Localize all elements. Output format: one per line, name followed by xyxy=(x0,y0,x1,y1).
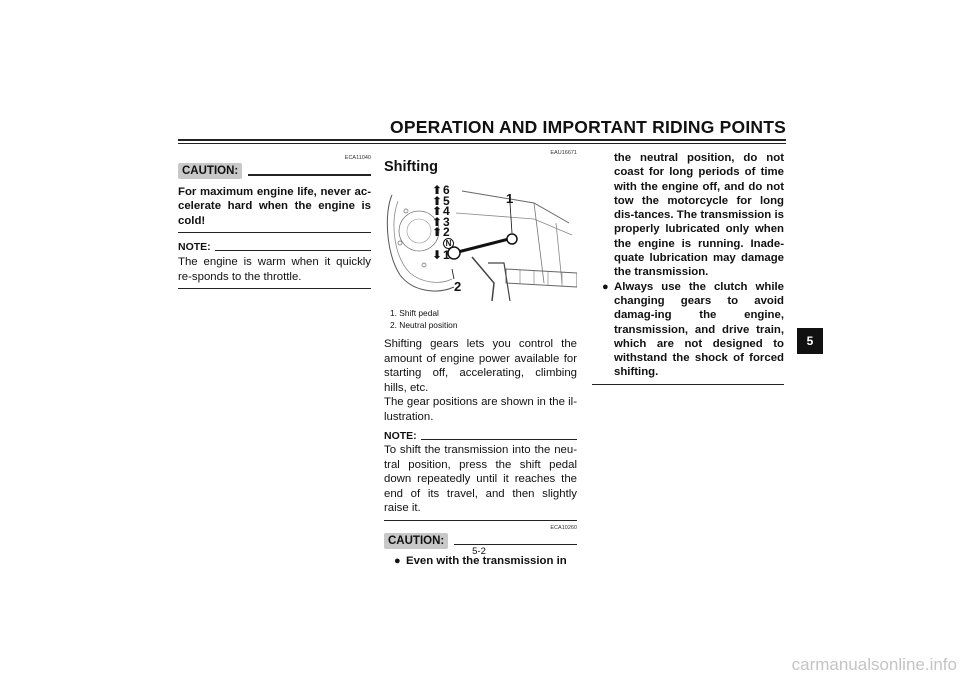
shift-pedal-illustration xyxy=(384,183,577,303)
gear-label: 4 xyxy=(443,204,450,218)
note-rule xyxy=(215,250,371,251)
page-number: 5-2 xyxy=(472,546,486,557)
caution-header xyxy=(178,163,371,179)
callout-shift-pedal: 1 xyxy=(506,191,514,206)
note-header xyxy=(178,241,371,253)
arrow-up-icon: ⬆ xyxy=(432,193,443,208)
middle-column xyxy=(384,150,577,568)
figure-caption-1: 1. Shift pedal xyxy=(390,308,439,318)
arrow-down-icon: ⬇ xyxy=(432,247,443,262)
note-rule xyxy=(421,439,577,440)
section-title: Shifting xyxy=(384,159,438,175)
bullet-icon: ● xyxy=(602,280,609,293)
reference-code: ECA10260 xyxy=(550,524,577,531)
note-header xyxy=(384,430,577,442)
bullet-text: Even with the transmission in xyxy=(406,554,567,567)
caution-rule xyxy=(248,174,371,176)
watermark: carmanualsonline.info xyxy=(791,655,957,674)
arrow-up-icon: ⬆ xyxy=(432,214,443,229)
note-end-rule xyxy=(178,288,371,289)
gear-pattern xyxy=(432,185,464,260)
page-header-title: OPERATION AND IMPORTANT RIDING POINTS xyxy=(390,117,786,137)
gear-label: 3 xyxy=(443,214,450,229)
gear-label: 5 xyxy=(443,193,450,208)
left-column xyxy=(178,155,371,289)
caution-end-rule xyxy=(178,232,371,234)
reference-code: EAU16671 xyxy=(550,150,577,156)
note-label: NOTE: xyxy=(178,241,211,254)
bullet-text: Always use the clutch while changing gears to avoid damag-ing the engine, transmission, and drive train, which are not designed to withstand the shock of forced shifting. xyxy=(614,280,784,379)
note-text: To shift the transmission into the neu-tral position, press the shift pedal down repeatedly until it reaches the end of its travel, and then slightly raise it. xyxy=(384,444,577,514)
gear-label: 6 xyxy=(443,183,450,197)
header-rule xyxy=(178,139,786,141)
right-column xyxy=(592,151,784,385)
callout-neutral-position: 2 xyxy=(454,279,462,294)
note-text: The engine is warm when it quickly re-sponds to the throttle. xyxy=(178,256,371,283)
caution-end-rule xyxy=(592,384,784,386)
gear-label: 2 xyxy=(443,225,450,239)
bullet-icon: ● xyxy=(394,554,401,567)
arrow-up-icon: ⬆ xyxy=(432,183,443,197)
shift-pattern-figure xyxy=(384,183,577,303)
neutral-gear-label: N xyxy=(443,238,454,249)
header-rule-thin xyxy=(178,143,786,144)
caution-badge: CAUTION: xyxy=(384,533,448,549)
arrow-up-icon: ⬆ xyxy=(432,225,443,239)
chapter-tab: 5 xyxy=(797,328,823,354)
caution-badge: CAUTION: xyxy=(178,163,242,179)
note-end-rule xyxy=(384,520,577,521)
figure-caption-2: 2. Neutral position xyxy=(390,320,458,330)
reference-code: ECA11040 xyxy=(344,155,371,161)
body-paragraph: Shifting gears lets you control the amount of engine power available for starting off, accelerating, climbing hills, etc. xyxy=(384,338,577,394)
body-paragraph: The gear positions are shown in the il-lustration. xyxy=(384,396,577,423)
bullet-continuation-text: the neutral position, do not coast for long periods of time with the engine off, and do not tow the motorcycle for long dis-tances. The transmission is properly lubricated only when the engine is running. Inade-quate lubrication may damage the transmission. xyxy=(614,152,784,279)
gear-label: 1 xyxy=(443,247,450,262)
caution-text: For maximum engine life, never ac-celerate hard when the engine is cold! xyxy=(178,186,371,227)
arrow-up-icon: ⬆ xyxy=(432,204,443,218)
caution-bullet xyxy=(602,280,784,380)
note-label: NOTE: xyxy=(384,430,417,442)
